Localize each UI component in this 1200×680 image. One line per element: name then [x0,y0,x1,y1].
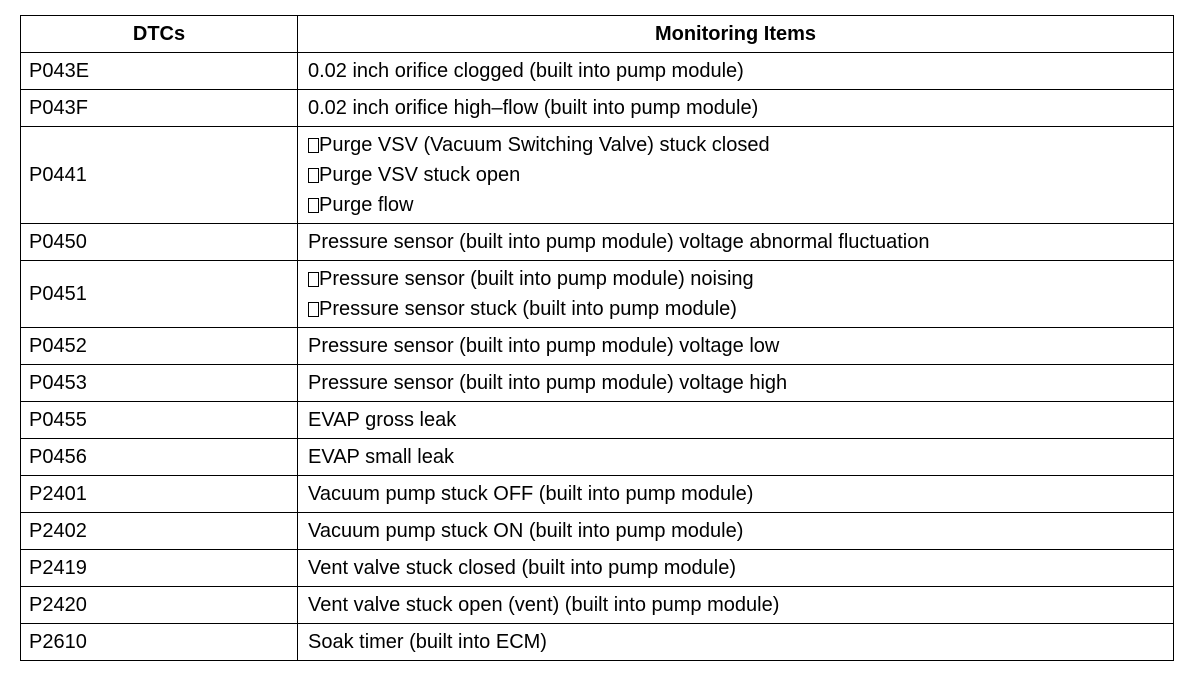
monitoring-item-cell [298,90,1174,127]
monitoring-item [308,368,1163,398]
dtc-code: P0453 [21,365,298,402]
monitoring-item-text: Pressure sensor (built into pump module) voltage high [308,372,788,394]
header-monitoring-items: Monitoring Items [298,16,1174,53]
bullet-box-icon [308,168,319,183]
dtc-code: P0451 [21,261,298,328]
dtc-code: P2401 [21,476,298,513]
monitoring-item [308,405,1163,435]
monitoring-item [308,130,1163,160]
dtc-code: P2420 [21,587,298,624]
monitoring-item [308,331,1163,361]
monitoring-item [308,160,1163,190]
dtc-code: P0441 [21,127,298,224]
monitoring-item [308,627,1163,657]
monitoring-item [308,442,1163,472]
bullet-box-icon [308,272,319,287]
table-row [21,365,1174,402]
table-row [21,624,1174,661]
monitoring-item-text: Vacuum pump stuck ON (built into pump module) [308,520,744,542]
monitoring-item [308,56,1163,86]
monitoring-item-text: Purge flow [319,194,414,216]
monitoring-item-text: Pressure sensor stuck (built into pump module) [319,298,737,320]
dtc-code: P2419 [21,550,298,587]
table-row [21,261,1174,328]
monitoring-item-cell [298,53,1174,90]
dtc-code: P043E [21,53,298,90]
monitoring-item-cell [298,127,1174,224]
monitoring-item-cell [298,439,1174,476]
table-body [21,53,1174,661]
monitoring-item-text: Purge VSV (Vacuum Switching Valve) stuck closed [319,134,770,156]
monitoring-item-cell [298,587,1174,624]
monitoring-item-cell [298,224,1174,261]
dtc-code: P043F [21,90,298,127]
dtc-code: P0450 [21,224,298,261]
monitoring-item-cell [298,624,1174,661]
monitoring-item-cell [298,476,1174,513]
monitoring-item-cell [298,365,1174,402]
bullet-box-icon [308,302,319,317]
monitoring-item-text: 0.02 inch orifice high–flow (built into pump module) [308,97,759,119]
table-row [21,53,1174,90]
monitoring-item-text: Pressure sensor (built into pump module) noising [319,268,754,290]
dtc-code: P2402 [21,513,298,550]
table-row [21,402,1174,439]
monitoring-item-text: Purge VSV stuck open [319,164,521,186]
monitoring-item [308,553,1163,583]
table-row [21,587,1174,624]
monitoring-item [308,590,1163,620]
monitoring-item-text: EVAP gross leak [308,409,457,431]
bullet-box-icon [308,138,319,153]
table-row [21,224,1174,261]
table-row [21,127,1174,224]
monitoring-item-cell [298,513,1174,550]
table-row [21,550,1174,587]
table-row [21,513,1174,550]
monitoring-item-cell [298,550,1174,587]
monitoring-item [308,294,1163,324]
monitoring-item-text: 0.02 inch orifice clogged (built into pump module) [308,60,744,82]
table-header-row [21,16,1174,53]
table-row [21,439,1174,476]
table-row [21,90,1174,127]
monitoring-item-text: Vent valve stuck closed (built into pump module) [308,557,736,579]
monitoring-item [308,479,1163,509]
monitoring-item-text: Pressure sensor (built into pump module) voltage low [308,335,780,357]
bullet-box-icon [308,198,319,213]
monitoring-item-text: Vacuum pump stuck OFF (built into pump module) [308,483,754,505]
header-dtcs: DTCs [21,16,298,53]
monitoring-item [308,264,1163,294]
table-row [21,328,1174,365]
monitoring-item [308,516,1163,546]
monitoring-item-text: Soak timer (built into ECM) [308,631,547,653]
monitoring-item-text: Pressure sensor (built into pump module) voltage abnormal fluctuation [308,231,930,253]
dtc-monitoring-table [20,15,1174,661]
table-row [21,476,1174,513]
monitoring-item-text: EVAP small leak [308,446,454,468]
dtc-code: P2610 [21,624,298,661]
dtc-code: P0456 [21,439,298,476]
monitoring-item-text: Vent valve stuck open (vent) (built into pump module) [308,594,780,616]
monitoring-item [308,190,1163,220]
dtc-code: P0455 [21,402,298,439]
monitoring-item-cell [298,328,1174,365]
monitoring-item-cell [298,402,1174,439]
monitoring-item [308,227,1163,257]
dtc-code: P0452 [21,328,298,365]
monitoring-item [308,93,1163,123]
monitoring-item-cell [298,261,1174,328]
